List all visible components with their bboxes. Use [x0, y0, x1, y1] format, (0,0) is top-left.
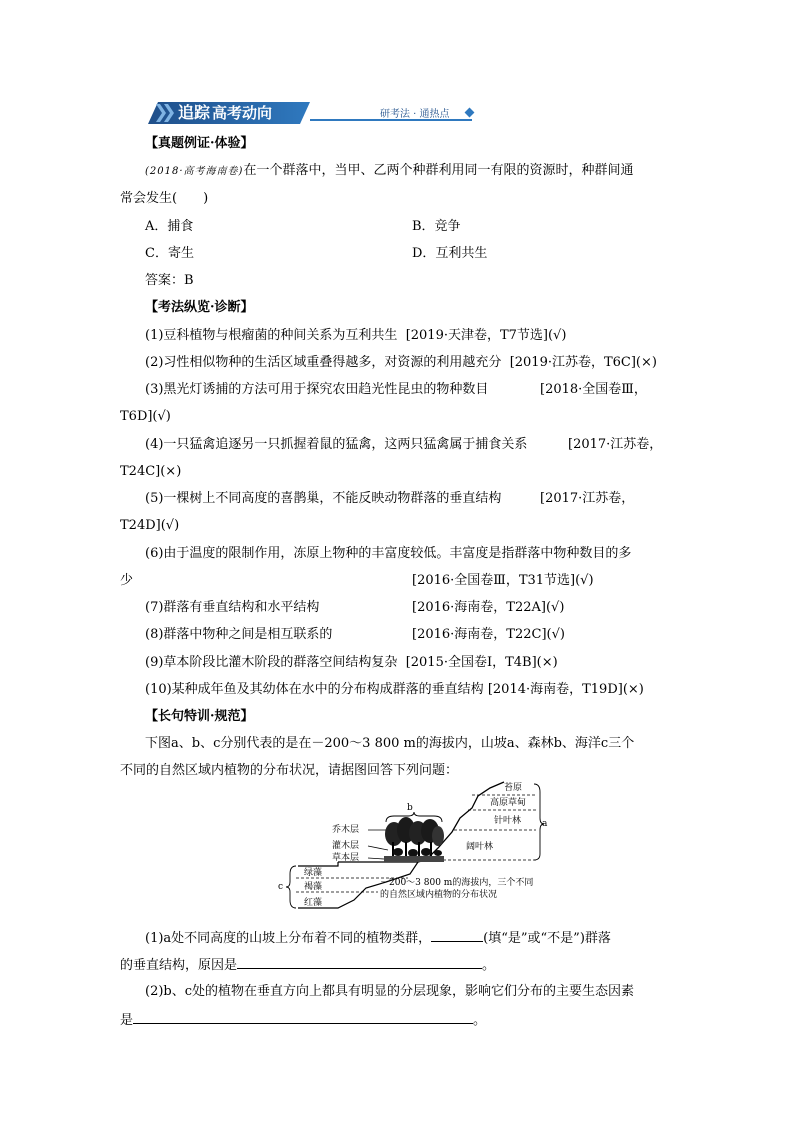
zone-broadleaf: 阔叶林: [466, 842, 494, 852]
zone-green-algae: 绿藻: [304, 868, 323, 878]
item-source: [2019·天津卷，T7节选](√): [405, 328, 567, 343]
list-item: [145, 354, 657, 372]
item-source: T24C](×): [120, 464, 182, 479]
item-source: [2014·海南卷，T19D](×): [487, 682, 644, 697]
item-text: 少: [120, 573, 134, 588]
question-text: 在一个群落中，当甲、乙两个种群利用同一有限的资源时，种群间通: [243, 163, 634, 178]
list-item: [145, 681, 644, 699]
list-item: (3)黑光灯诱捕的方法可用于探究农田趋光性昆虫的物种数目: [145, 382, 489, 397]
figure-caption: 的自然区域内植物的分布状况: [380, 890, 498, 900]
zone-red-algae: 红藻: [304, 898, 323, 908]
zone-brown-algae: 褐藻: [304, 882, 323, 892]
zone-conifer: 针叶林: [494, 816, 522, 826]
item-source: [2017·江苏卷，: [540, 491, 635, 506]
q1-text: 的垂直结构，原因是: [120, 958, 238, 973]
q2-text: 是: [120, 1013, 134, 1028]
option-c: C．寄生: [145, 246, 194, 261]
list-item: (6)由于温度的限制作用，冻原上物种的丰富度较低。丰富度是指群落中物种数目的多: [145, 546, 632, 561]
item-source: [2016·全国卷Ⅲ，T31节选](√): [412, 573, 594, 588]
q2-text: 。: [473, 1013, 487, 1028]
label-b: b: [407, 803, 413, 813]
zone-tundra: 苔原: [504, 783, 523, 793]
banner-subtitle: 研考法 · 通热点: [380, 109, 450, 120]
list-item: (7)群落有垂直结构和水平结构: [145, 600, 320, 615]
item-source: [2016·海南卷，T22A](√): [412, 600, 565, 615]
item-text: (2)习性相似物种的生活区域重叠得越多，对资源的利用越充分: [145, 355, 502, 370]
layer-shrub: 灌木层: [332, 841, 360, 851]
section-banner: [148, 100, 478, 126]
question-source: (2018·高考海南卷): [145, 166, 244, 177]
answer-blank[interactable]: [133, 1010, 473, 1024]
list-item: [145, 654, 558, 672]
label-a: a: [542, 819, 548, 829]
banner-title-b: 高考动向: [212, 104, 273, 122]
zone-meadow: 高原草甸: [490, 798, 527, 808]
question-1: [145, 928, 611, 948]
item-source: [2016·海南卷，T22C](√): [412, 627, 565, 642]
item-text: (10)某种成年鱼及其幼体在水中的分布构成群落的垂直结构: [145, 682, 484, 697]
question-2: (2)b、c处的植物在垂直方向上都具有明显的分层现象，影响它们分布的主要生态因素: [145, 984, 635, 999]
item-text: (1)豆科植物与根瘤菌的种间关系为互利共生: [145, 328, 398, 343]
question-line: [145, 162, 633, 181]
item-text: (9)草本阶段比灌木阶段的群落空间结构复杂: [145, 655, 398, 670]
section-heading: 【长句特训·规范】: [145, 709, 254, 724]
figure-caption: －200～3 800 m的海拔内，三个不同: [380, 878, 534, 888]
answer-blank[interactable]: [237, 955, 482, 969]
q1-text: (1)a处不同高度的山坡上分布着不同的植物类群，: [145, 931, 432, 946]
section-heading: 【考法纵览·诊断】: [145, 300, 254, 315]
banner-title-a: 追踪: [178, 103, 211, 122]
list-item: (4)一只猛禽追逐另一只抓握着鼠的猛禽，这两只猛禽属于捕食关系: [145, 437, 528, 452]
q1-text: (填“是”或“不是”)群落: [483, 931, 611, 946]
label-c: c: [278, 882, 284, 892]
intro-text: 下图a、b、c分别代表的是在－200～3 800 m的海拔内，山坡a、森林b、海洋c三个: [145, 736, 635, 751]
item-source: [2018·全国卷Ⅲ，: [540, 382, 647, 397]
vegetation-distribution-figure: [268, 778, 548, 916]
q1-text: 。: [482, 958, 496, 973]
option-a: A．捕食: [145, 219, 194, 234]
question-line: 常会发生( ): [120, 191, 209, 206]
option-b: B．竞争: [412, 219, 461, 234]
item-source: [2019·江苏卷，T6C](×): [509, 355, 657, 370]
answer: 答案：B: [145, 273, 194, 288]
forest-canopy: [384, 817, 444, 862]
list-item: [145, 327, 566, 345]
section-heading: 【真题例证·体验】: [145, 136, 254, 151]
layer-herb: 草本层: [332, 853, 360, 863]
diamond-icon: [465, 108, 475, 118]
list-item: (5)一棵树上不同高度的喜鹊巢，不能反映动物群落的垂直结构: [145, 491, 502, 506]
item-source: [2015·全国卷Ⅰ，T4B](×): [405, 655, 558, 670]
question-1-cont: [120, 955, 495, 975]
item-source: [2017·江苏卷，: [568, 437, 663, 452]
list-item: (8)群落中物种之间是相互联系的: [145, 627, 333, 642]
item-source: T24D](√): [120, 518, 180, 533]
intro-text: 不同的自然区域内植物的分布状况，请据图回答下列问题：: [120, 763, 459, 778]
layer-tree: 乔木层: [332, 825, 360, 835]
question-2-cont: [120, 1010, 486, 1030]
item-source: T6D](√): [120, 409, 171, 424]
answer-blank[interactable]: [431, 928, 483, 942]
option-d: D．互利共生: [412, 246, 488, 261]
